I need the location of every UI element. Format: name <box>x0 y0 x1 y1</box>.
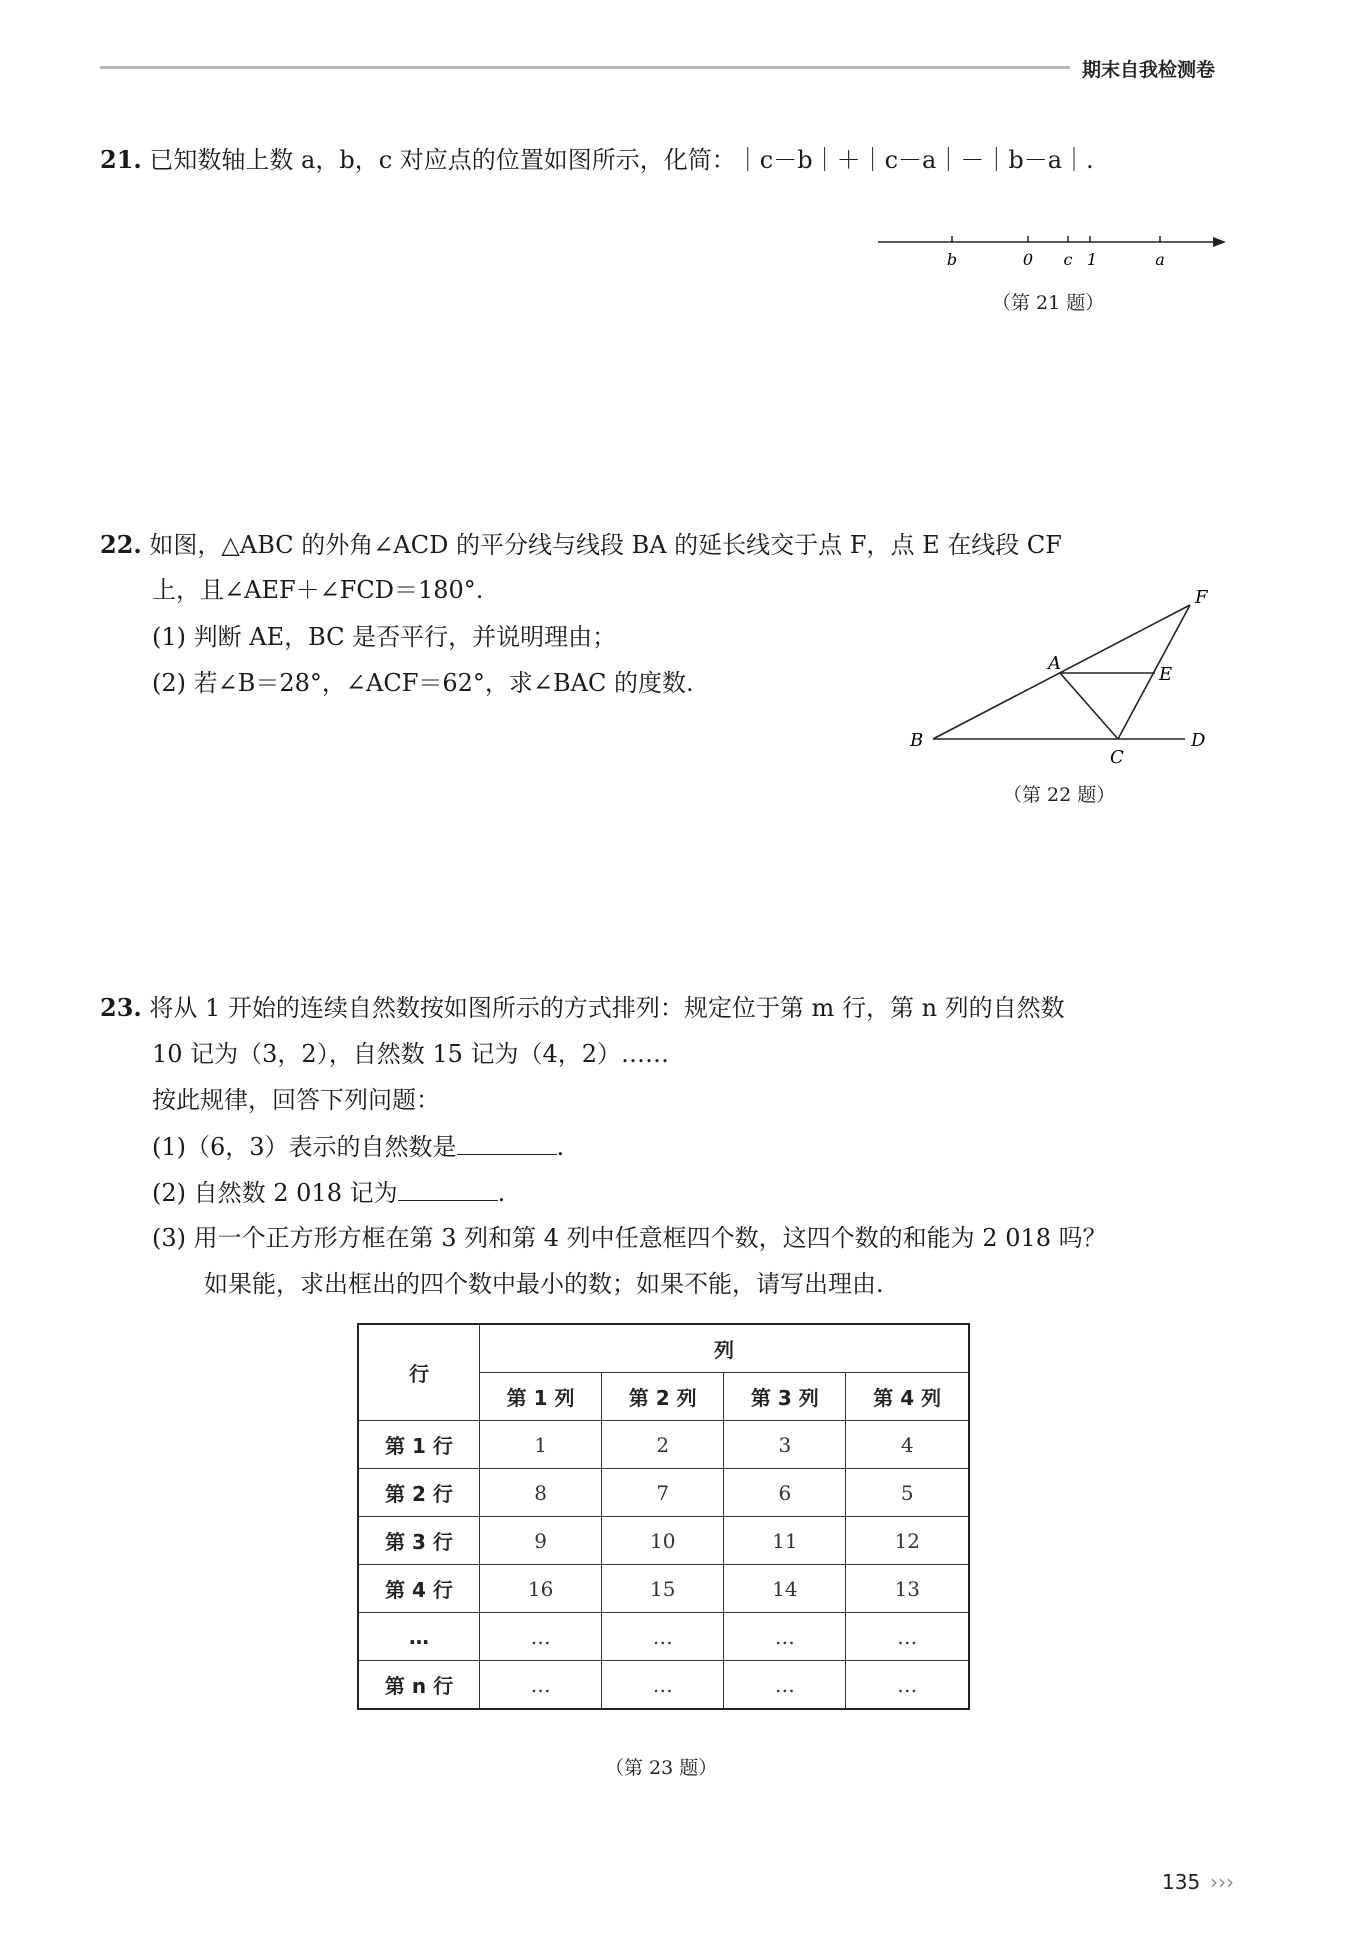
table-row <box>358 1565 969 1613</box>
number-line-figure <box>870 225 1230 270</box>
table-row-label: 第 4 行 <box>358 1565 480 1613</box>
table-cell: 9 <box>480 1517 602 1565</box>
table-col-group: 列 <box>480 1324 970 1373</box>
question-23-part3-line2: 如果能，求出框出的四个数中最小的数；如果不能，请写出理由. <box>204 1270 884 1298</box>
answer-blank-2[interactable] <box>398 1174 498 1201</box>
table-row-label: … <box>358 1613 480 1661</box>
question-23-part1 <box>152 1128 564 1165</box>
caption-21: （第 21 题） <box>992 292 1105 314</box>
header-rule <box>100 66 1070 69</box>
table-cell: 12 <box>846 1517 969 1565</box>
question-23-part2-text: (2) 自然数 2 018 记为 <box>152 1179 398 1207</box>
table-cell: … <box>724 1661 846 1710</box>
question-21-text: 已知数轴上数 a，b，c 对应点的位置如图所示，化简：｜c－b｜＋｜c－a｜－｜b－a｜. <box>149 146 1094 174</box>
question-22-number: 22. <box>100 530 142 559</box>
table-col-header: 第 4 列 <box>846 1373 969 1421</box>
table-cell: … <box>846 1613 969 1661</box>
table-col-header: 第 1 列 <box>480 1373 602 1421</box>
table-cell: … <box>846 1661 969 1710</box>
table-cell: … <box>602 1661 724 1710</box>
table-row-label: 第 1 行 <box>358 1421 480 1469</box>
table-cell: … <box>602 1613 724 1661</box>
point-label-c: C <box>1110 747 1124 768</box>
table-cell: … <box>724 1613 846 1661</box>
page-number: 135 <box>1162 1870 1201 1894</box>
header-title: 期末自我检测卷 <box>1082 59 1216 81</box>
question-22-text-1: 如图，△ABC 的外角∠ACD 的平分线与线段 BA 的延长线交于点 F，点 E 在线段 CF <box>149 531 1062 559</box>
table-cell: 7 <box>602 1469 724 1517</box>
table-row <box>358 1421 969 1469</box>
point-label-a: A <box>1048 653 1061 674</box>
table-row-label: 第 n 行 <box>358 1661 480 1710</box>
point-label-b: B <box>910 730 924 751</box>
table-row <box>358 1517 969 1565</box>
question-23-part2 <box>152 1174 505 1211</box>
question-22-line2: 上，且∠AEF＋∠FCD＝180°. <box>152 576 484 604</box>
question-21 <box>100 142 1094 178</box>
triangle-figure <box>900 585 1210 775</box>
table-cell: … <box>480 1661 602 1710</box>
axis-label-0: 0 <box>1022 250 1034 269</box>
question-23-number: 23. <box>100 993 142 1022</box>
table-col-header: 第 3 列 <box>724 1373 846 1421</box>
table-cell: … <box>480 1613 602 1661</box>
segment-ac <box>1060 673 1118 739</box>
number-line-arrow <box>1213 237 1226 247</box>
table-col-header: 第 2 列 <box>602 1373 724 1421</box>
table-row <box>358 1613 969 1661</box>
axis-label-1: 1 <box>1086 250 1098 269</box>
axis-label-a: a <box>1155 250 1165 269</box>
table-cell: 8 <box>480 1469 602 1517</box>
table-cell: 11 <box>724 1517 846 1565</box>
question-23-part1-end: . <box>556 1133 565 1161</box>
point-label-e: E <box>1159 664 1173 685</box>
table-row-label: 第 3 行 <box>358 1517 480 1565</box>
segment-bf <box>933 605 1190 739</box>
question-22-part1: (1) 判断 AE，BC 是否平行，并说明理由； <box>152 623 617 651</box>
question-23-text-1: 将从 1 开始的连续自然数按如图所示的方式排列：规定位于第 m 行，第 n 列的自然数 <box>149 994 1065 1022</box>
table-cell: 3 <box>724 1421 846 1469</box>
table-cell: 4 <box>846 1421 969 1469</box>
table-row <box>358 1469 969 1517</box>
segment-cf <box>1118 605 1190 739</box>
question-22-line1 <box>100 527 1062 563</box>
question-23-line1 <box>100 990 1065 1026</box>
page-arrows-icon: ››› <box>1210 1870 1234 1894</box>
axis-label-c: c <box>1063 250 1073 269</box>
point-label-f: F <box>1195 587 1208 608</box>
question-23-part2-end: . <box>497 1179 506 1207</box>
table-row-label: 第 2 行 <box>358 1469 480 1517</box>
axis-label-b: b <box>946 250 958 269</box>
caption-22: （第 22 题） <box>1003 784 1116 806</box>
question-22-part2: (2) 若∠B＝28°，∠ACF＝62°，求∠BAC 的度数. <box>152 669 694 697</box>
table-cell: 13 <box>846 1565 969 1613</box>
table-cell: 6 <box>724 1469 846 1517</box>
question-23-part3-line1: (3) 用一个正方形方框在第 3 列和第 4 列中任意框四个数，这四个数的和能为 2 018 吗？ <box>152 1224 1107 1252</box>
table-row <box>358 1661 969 1710</box>
question-21-number: 21. <box>100 145 142 174</box>
number-table <box>357 1323 970 1710</box>
table-cell: 5 <box>846 1469 969 1517</box>
point-label-d: D <box>1191 730 1206 751</box>
table-cell: 10 <box>602 1517 724 1565</box>
table-cell: 14 <box>724 1565 846 1613</box>
table-cell: 2 <box>602 1421 724 1469</box>
table-cell: 15 <box>602 1565 724 1613</box>
table-header-row <box>358 1324 969 1373</box>
answer-blank-1[interactable] <box>457 1128 557 1155</box>
table-cell: 16 <box>480 1565 602 1613</box>
table-row-header: 行 <box>358 1324 480 1421</box>
question-23-line3: 按此规律，回答下列问题： <box>152 1086 440 1114</box>
question-23-part1-text: (1)（6，3）表示的自然数是 <box>152 1133 457 1161</box>
question-23-line2: 10 记为（3，2），自然数 15 记为（4，2）…… <box>152 1040 670 1068</box>
caption-23: （第 23 题） <box>605 1757 718 1779</box>
table-cell: 1 <box>480 1421 602 1469</box>
